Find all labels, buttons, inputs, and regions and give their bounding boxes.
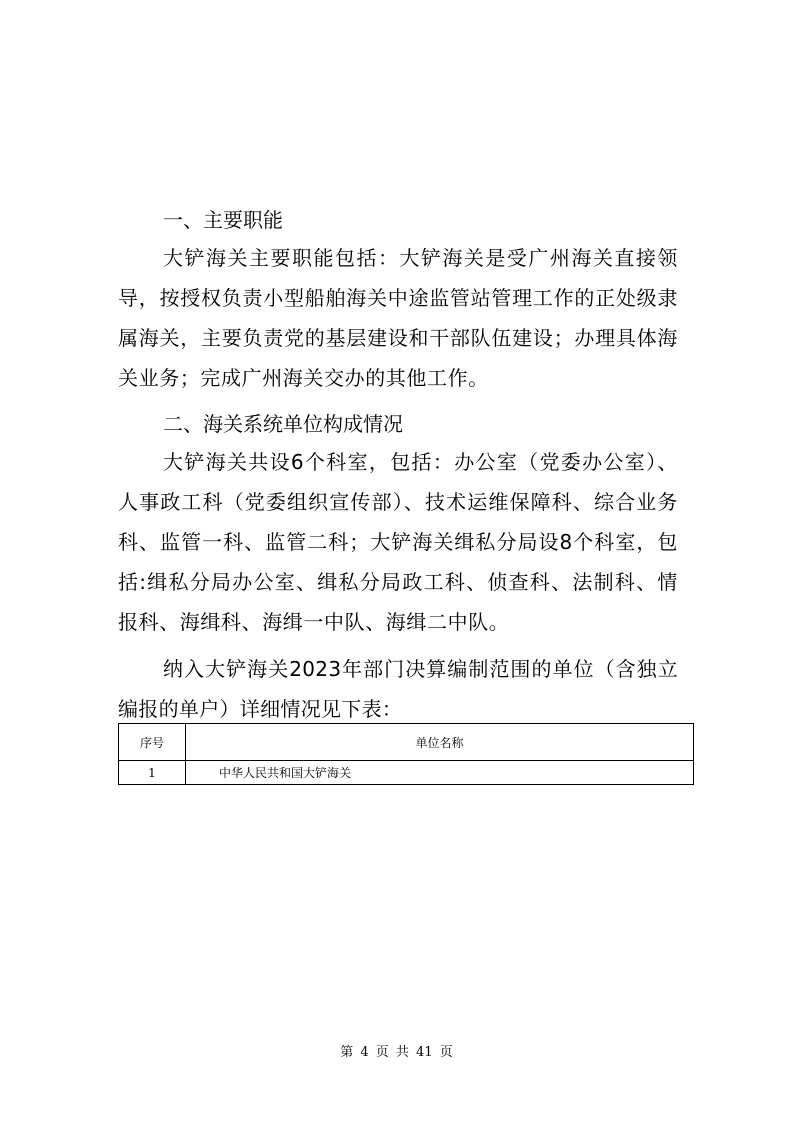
budget-scope-paragraph: 纳入大铲海关2023年部门决算编制范围的单位（含独立编报的单户）详细情况见下表： bbox=[118, 657, 678, 721]
unit-name-cell: 中华人民共和国大铲海关 bbox=[186, 761, 694, 785]
unit-table bbox=[118, 723, 694, 785]
section-heading-unit-composition: 二、海关系统单位构成情况 bbox=[163, 412, 403, 436]
section-heading-main-functions: 一、主要职能 bbox=[163, 208, 283, 232]
main-functions-paragraph: 大铲海关主要职能包括：大铲海关是受广州海关直接领导，按授权负责小型船舶海关中途监管站管理工作的正处级隶属海关，主要负责党的基层建设和干部队伍建设；办理具体海关业务；完成广州海关交办的其他工作。 bbox=[118, 246, 678, 390]
column-header-unit-name: 单位名称 bbox=[186, 724, 694, 761]
table-row bbox=[119, 761, 694, 785]
row-number-cell: 1 bbox=[119, 761, 186, 785]
column-header-no: 序号 bbox=[119, 724, 186, 761]
table-header-row bbox=[119, 724, 694, 761]
unit-composition-paragraph: 大铲海关共设6个科室，包括：办公室（党委办公室）、人事政工科（党委组织宣传部）、技术运维保障科、综合业务科、监管一科、监管二科；大铲海关缉私分局设8个科室，包括:缉私分局办公室、缉私分局政工科、侦查科、法制科、情报科、海缉科、海缉一中队、海缉二中队。 bbox=[118, 450, 678, 634]
page-number-footer: 第 4 页 共 41 页 bbox=[340, 1045, 453, 1060]
